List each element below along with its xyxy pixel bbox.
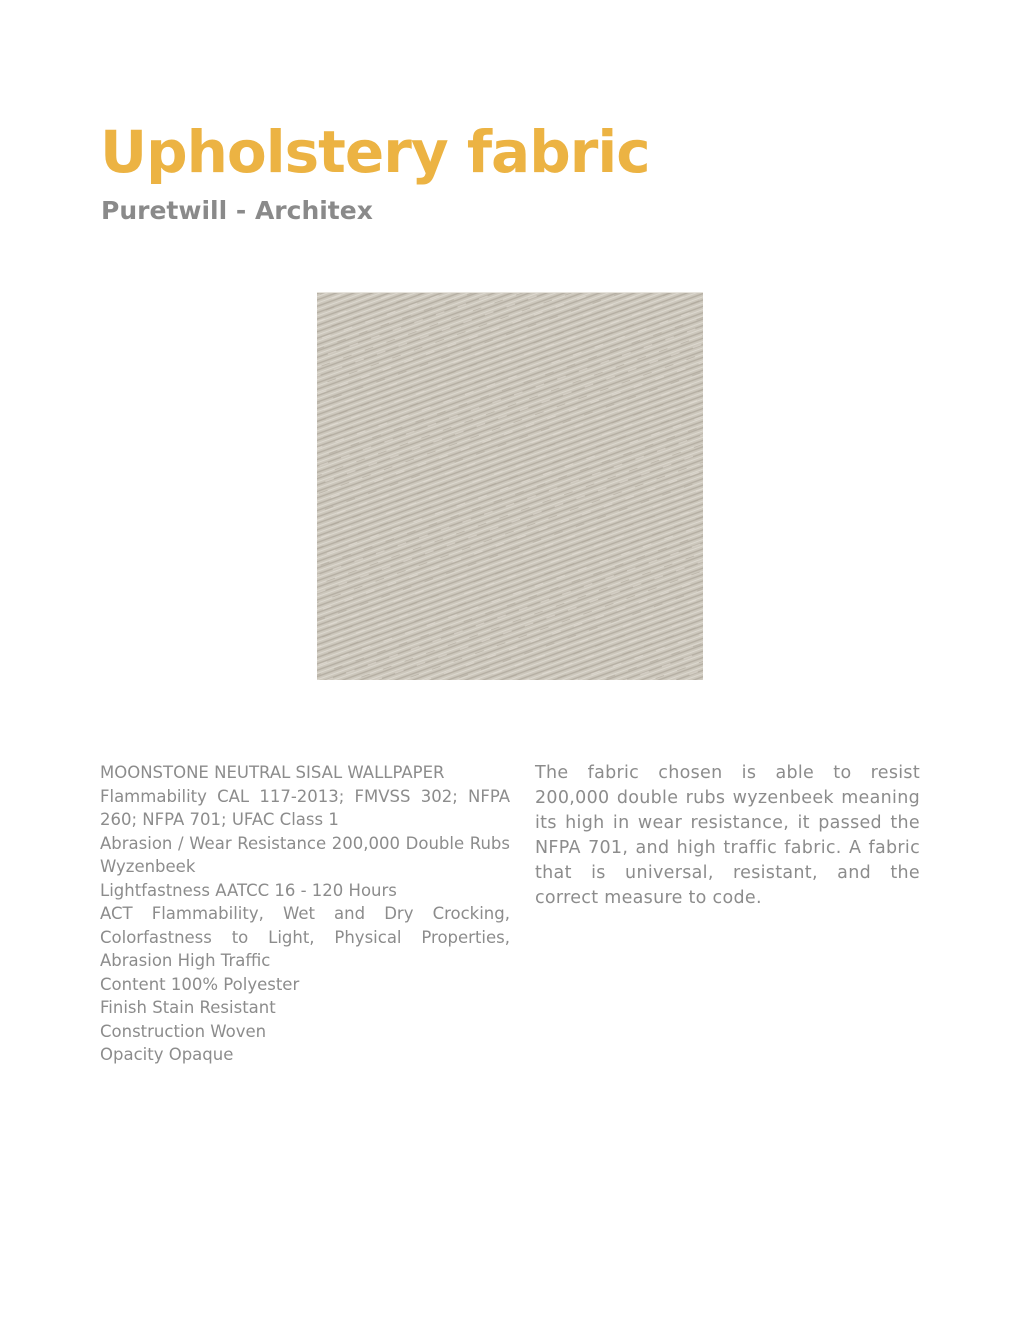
spec-line: Flammability CAL 117-2013; FMVSS 302; NFPA 260; NFPA 701; UFAC Class 1 [100, 786, 510, 829]
spec-line: Abrasion / Wear Resistance 200,000 Double Rubs Wyzenbeek [100, 833, 510, 876]
spec-line: Lightfastness AATCC 16 - 120 Hours [100, 880, 397, 900]
page-title: Upholstery fabric [100, 118, 650, 186]
spec-line: Opacity Opaque [100, 1045, 234, 1064]
spec-line: Content 100% Polyester [100, 974, 300, 994]
spec-line: Finish Stain Resistant [100, 998, 276, 1017]
spec-line: Construction Woven [100, 1021, 267, 1041]
spec-line: ACT Flammability, Wet and Dry Crocking, Colorfastness to Light, Physical Properties, Abrasion High Traffic [100, 904, 510, 970]
fabric-description: The fabric chosen is able to resist 200,000 double rubs wyzenbeek meaning its high in wear resistance, it passed the NFPA 701, and high traffic fabric. A fabric that is universal, resistant, and the correct measure to code. [535, 763, 920, 908]
spec-list [100, 761, 510, 1067]
page-subtitle: Puretwill - Architex [101, 196, 373, 225]
spec-line: MOONSTONE NEUTRAL SISAL WALLPAPER [100, 763, 445, 782]
fabric-swatch-image [317, 292, 703, 680]
